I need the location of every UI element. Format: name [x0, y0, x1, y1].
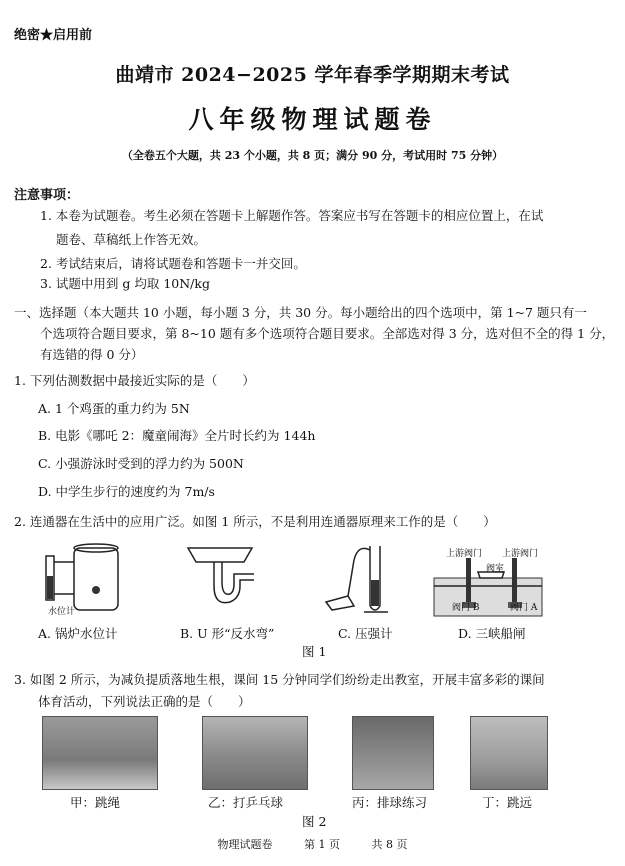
jump-rope-photo — [42, 716, 158, 790]
notice-item-2: 2. 考试结束后，请将试题卷和答题卡一并交回。 — [40, 256, 306, 271]
lock-valve-a-label: 阀门 A — [510, 603, 538, 613]
q1-option-c: C. 小强游泳时受到的浮力约为 500N — [38, 456, 244, 471]
q2-stem: 2. 连通器在生活中的应用广泛。如图 1 所示，不是利用连通器原理来工作的是（ ） — [14, 514, 496, 529]
ping-pong-photo — [202, 716, 308, 790]
page-footer — [0, 836, 625, 852]
q1-stem: 1. 下列估测数据中最接近实际的是（ ） — [14, 373, 255, 388]
section1-line-2: 个选项符合题目要求，第 8~10 题有多个选项符合题目要求。全部选对得 3 分，选对但不全的得 1 分， — [40, 326, 615, 341]
section1-line-3: 有选错的得 0 分） — [40, 347, 144, 362]
lock-chamber-label: 阀室 — [486, 564, 505, 574]
q3-stem-line-2: 体育活动，下列说法正确的是（ ） — [38, 694, 251, 709]
u-trap-figure — [180, 540, 260, 620]
notice-item-1-cont: 题卷、草稿纸上作答无效。 — [56, 232, 207, 247]
boiler-gauge-label: 水位计 — [48, 607, 76, 617]
notice-heading: 注意事项： — [14, 188, 80, 203]
fig1-caption-a: A. 锅炉水位计 — [38, 626, 118, 641]
pressure-gauge-figure — [318, 540, 398, 620]
q3-stem-line-1: 3. 如图 2 所示，为减负提质落地生根，课间 15 分钟同学们纷纷走出教室，开展丰富多彩的课间 — [14, 672, 545, 687]
paper-info: （全卷五个大题，共 23 个小题，共 8 页；满分 90 分，考试用时 75 分钟） — [121, 149, 504, 162]
paper-subtitle: 八年级物理试题卷 — [188, 105, 437, 134]
long-jump-photo — [470, 716, 548, 790]
notice-item-1: 1. 本卷为试题卷。考生必须在答题卡上解题作答。答案应书写在答题卡的相应位置上，在试 — [40, 208, 544, 223]
confidential-mark: 绝密★启用前 — [14, 28, 93, 43]
fig2-caption-bing: 丙：排球练习 — [352, 795, 428, 810]
q1-option-a: A. 1 个鸡蛋的重力约为 5N — [38, 401, 190, 416]
exam-title: 曲靖市 2024−2025 学年春季学期期末考试 — [115, 64, 510, 86]
q1-option-d: D. 中学生步行的速度约为 7m/s — [38, 484, 215, 499]
fig2-caption-ding: 丁：跳远 — [482, 795, 533, 810]
notice-item-3: 3. 试题中用到 g 均取 10N/kg — [40, 276, 210, 291]
fig2-caption-jia: 甲：跳绳 — [70, 795, 121, 810]
fig1-caption-d: D. 三峡船闸 — [458, 626, 526, 641]
figure-2-label: 图 2 — [302, 814, 327, 829]
footer-page: 第 1 页 — [304, 838, 340, 851]
lock-upstream-valve-2: 上游阀门 — [502, 549, 539, 559]
fig2-caption-yi: 乙：打乒乓球 — [208, 795, 284, 810]
volleyball-photo — [352, 716, 434, 790]
q1-option-b: B. 电影《哪吒 2：魔童闹海》全片时长约为 144h — [38, 428, 316, 443]
footer-subject: 物理试题卷 — [217, 838, 273, 851]
fig1-caption-c: C. 压强计 — [338, 626, 393, 641]
lock-upstream-valve-1: 上游阀门 — [446, 549, 483, 559]
lock-valve-b-label: 阀门 B — [452, 603, 480, 613]
footer-total: 共 8 页 — [371, 838, 408, 851]
fig1-caption-b: B. U 形“反水弯” — [180, 626, 275, 641]
section1-line-1: 一、选择题（本大题共 10 小题，每小题 3 分，共 30 分。每小题给出的四个选项中，第 1~7 题只有一 — [14, 305, 587, 320]
figure-1-label: 图 1 — [302, 644, 327, 659]
